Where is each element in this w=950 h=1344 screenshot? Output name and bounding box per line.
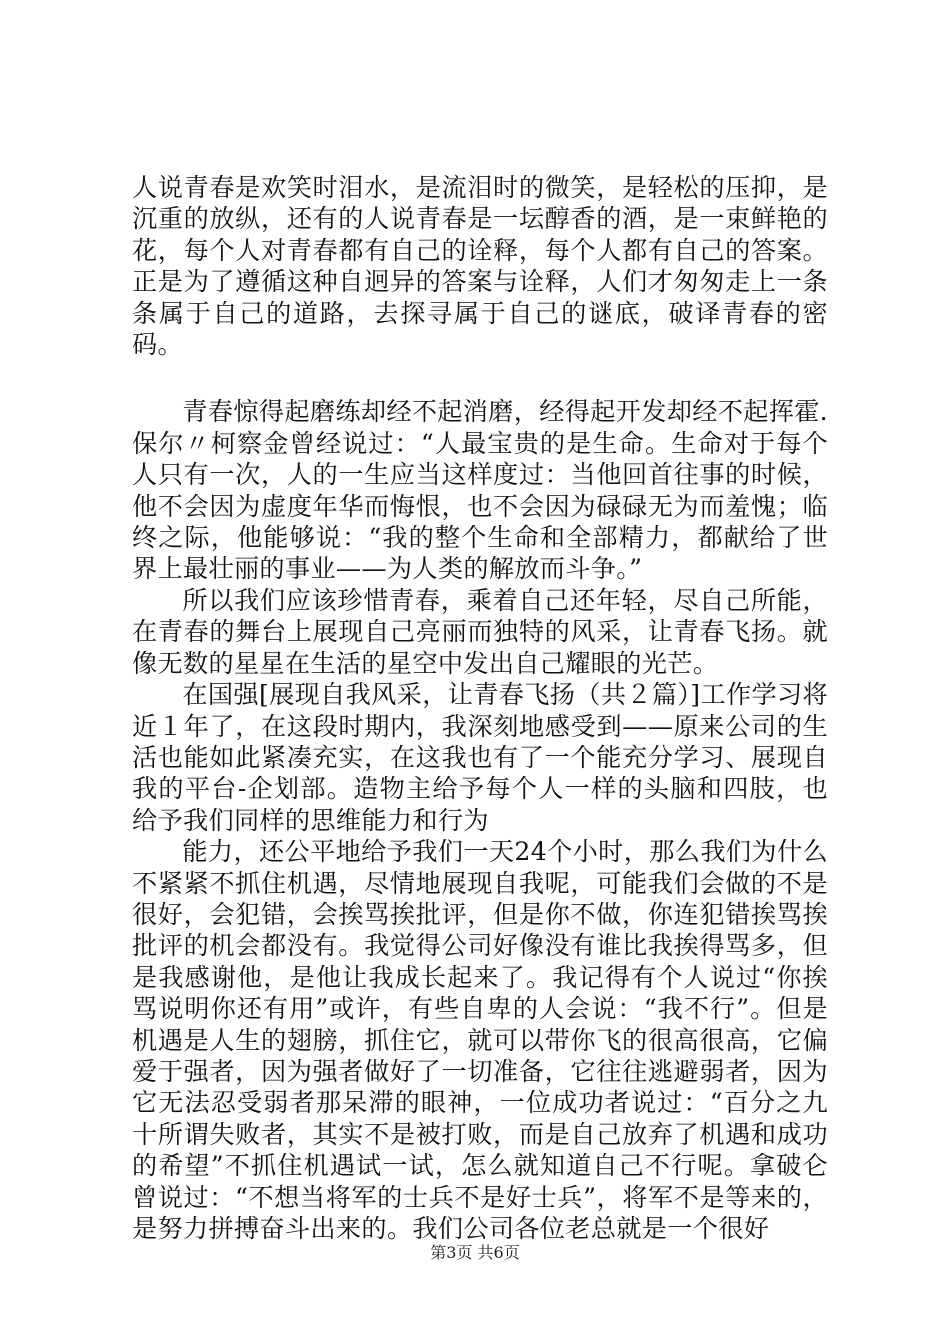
paragraph-4: 在国强[展现自我风采，让青春飞扬（共２篇）]工作学习将近１年了，在这段时期内，我深刻地感受到——原来公司的生活也能如此紧凑充实，在这我也有了一个能充分学习、展现自我的平台-企划部。造物主给予每个人一样的头脑和四肢，也给予我们同样的思维能力和行为 [132, 680, 828, 835]
paragraph-1: 人说青春是欢笑时泪水，是流泪时的微笑，是轻松的压抑，是沉重的放纵，还有的人说青春是一坛醇香的酒，是一束鲜艳的花，每个人对青春都有自己的诠释，每个人都有自己的答案。正是为了遵循这种自迥异的答案与诠释，人们才匆匆走上一条条属于自己的道路，去探寻属于自己的谜底，破译青春的密码。 [132, 173, 828, 360]
page-number-footer: 第3页 共6页 [430, 1243, 520, 1262]
paragraph-spacer [132, 360, 828, 396]
paragraph-3: 所以我们应该珍惜青春，乘着自己还年轻，尽自己所能，在青春的舞台上展现自己亮丽而独特的风采，让青春飞扬。就像无数的星星在生活的星空中发出自己耀眼的光芒。 [132, 585, 828, 678]
document-body [132, 172, 828, 1244]
paragraph-5: 能力，还公平地给予我们一天24个小时，那么我们为什么不紧紧不抓住机遇，尽情地展现自我呢，可能我们会做的不是很好，会犯错，会挨骂挨批评，但是你不做，你连犯错挨骂挨批评的机会都没有。我觉得公司好像没有谁比我挨得骂多，但是我感谢他，是他让我成长起来了。我记得有个人说过“你挨骂说明你还有用”或许，有些自卑的人会说：“我不行”。但是机遇是人生的翅膀，抓住它，就可以带你飞的很高很高，它偏爱于强者，因为强者做好了一切准备，它往往逃避弱者，因为它无法忍受弱者那呆滞的眼神，一位成功者说过：“百分之九十所谓失败者，其实不是被打败，而是自己放弃了机遇和成功的希望”不抓住机遇试一试，怎么就知道自己不行呢。拿破仑曾说过：“不想当将军的士兵不是好士兵”，将军不是等来的，是努力拼搏奋斗出来的。我们公司各位老总就是一个很好 [132, 837, 828, 1243]
paragraph-2: 青春惊得起磨练却经不起消磨，经得起开发却经不起挥霍.保尔〃柯察金曾经说过：“人最宝贵的是生命。生命对于每个人只有一次，人的一生应当这样度过：当他回首往事的时候，他不会因为虚度年华而悔恨，也不会因为碌碌无为而羞愧；临终之际，他能够说：“我的整个生命和全部精力，都献给了世界上最壮丽的事业——为人类的解放而斗争。” [132, 397, 828, 584]
